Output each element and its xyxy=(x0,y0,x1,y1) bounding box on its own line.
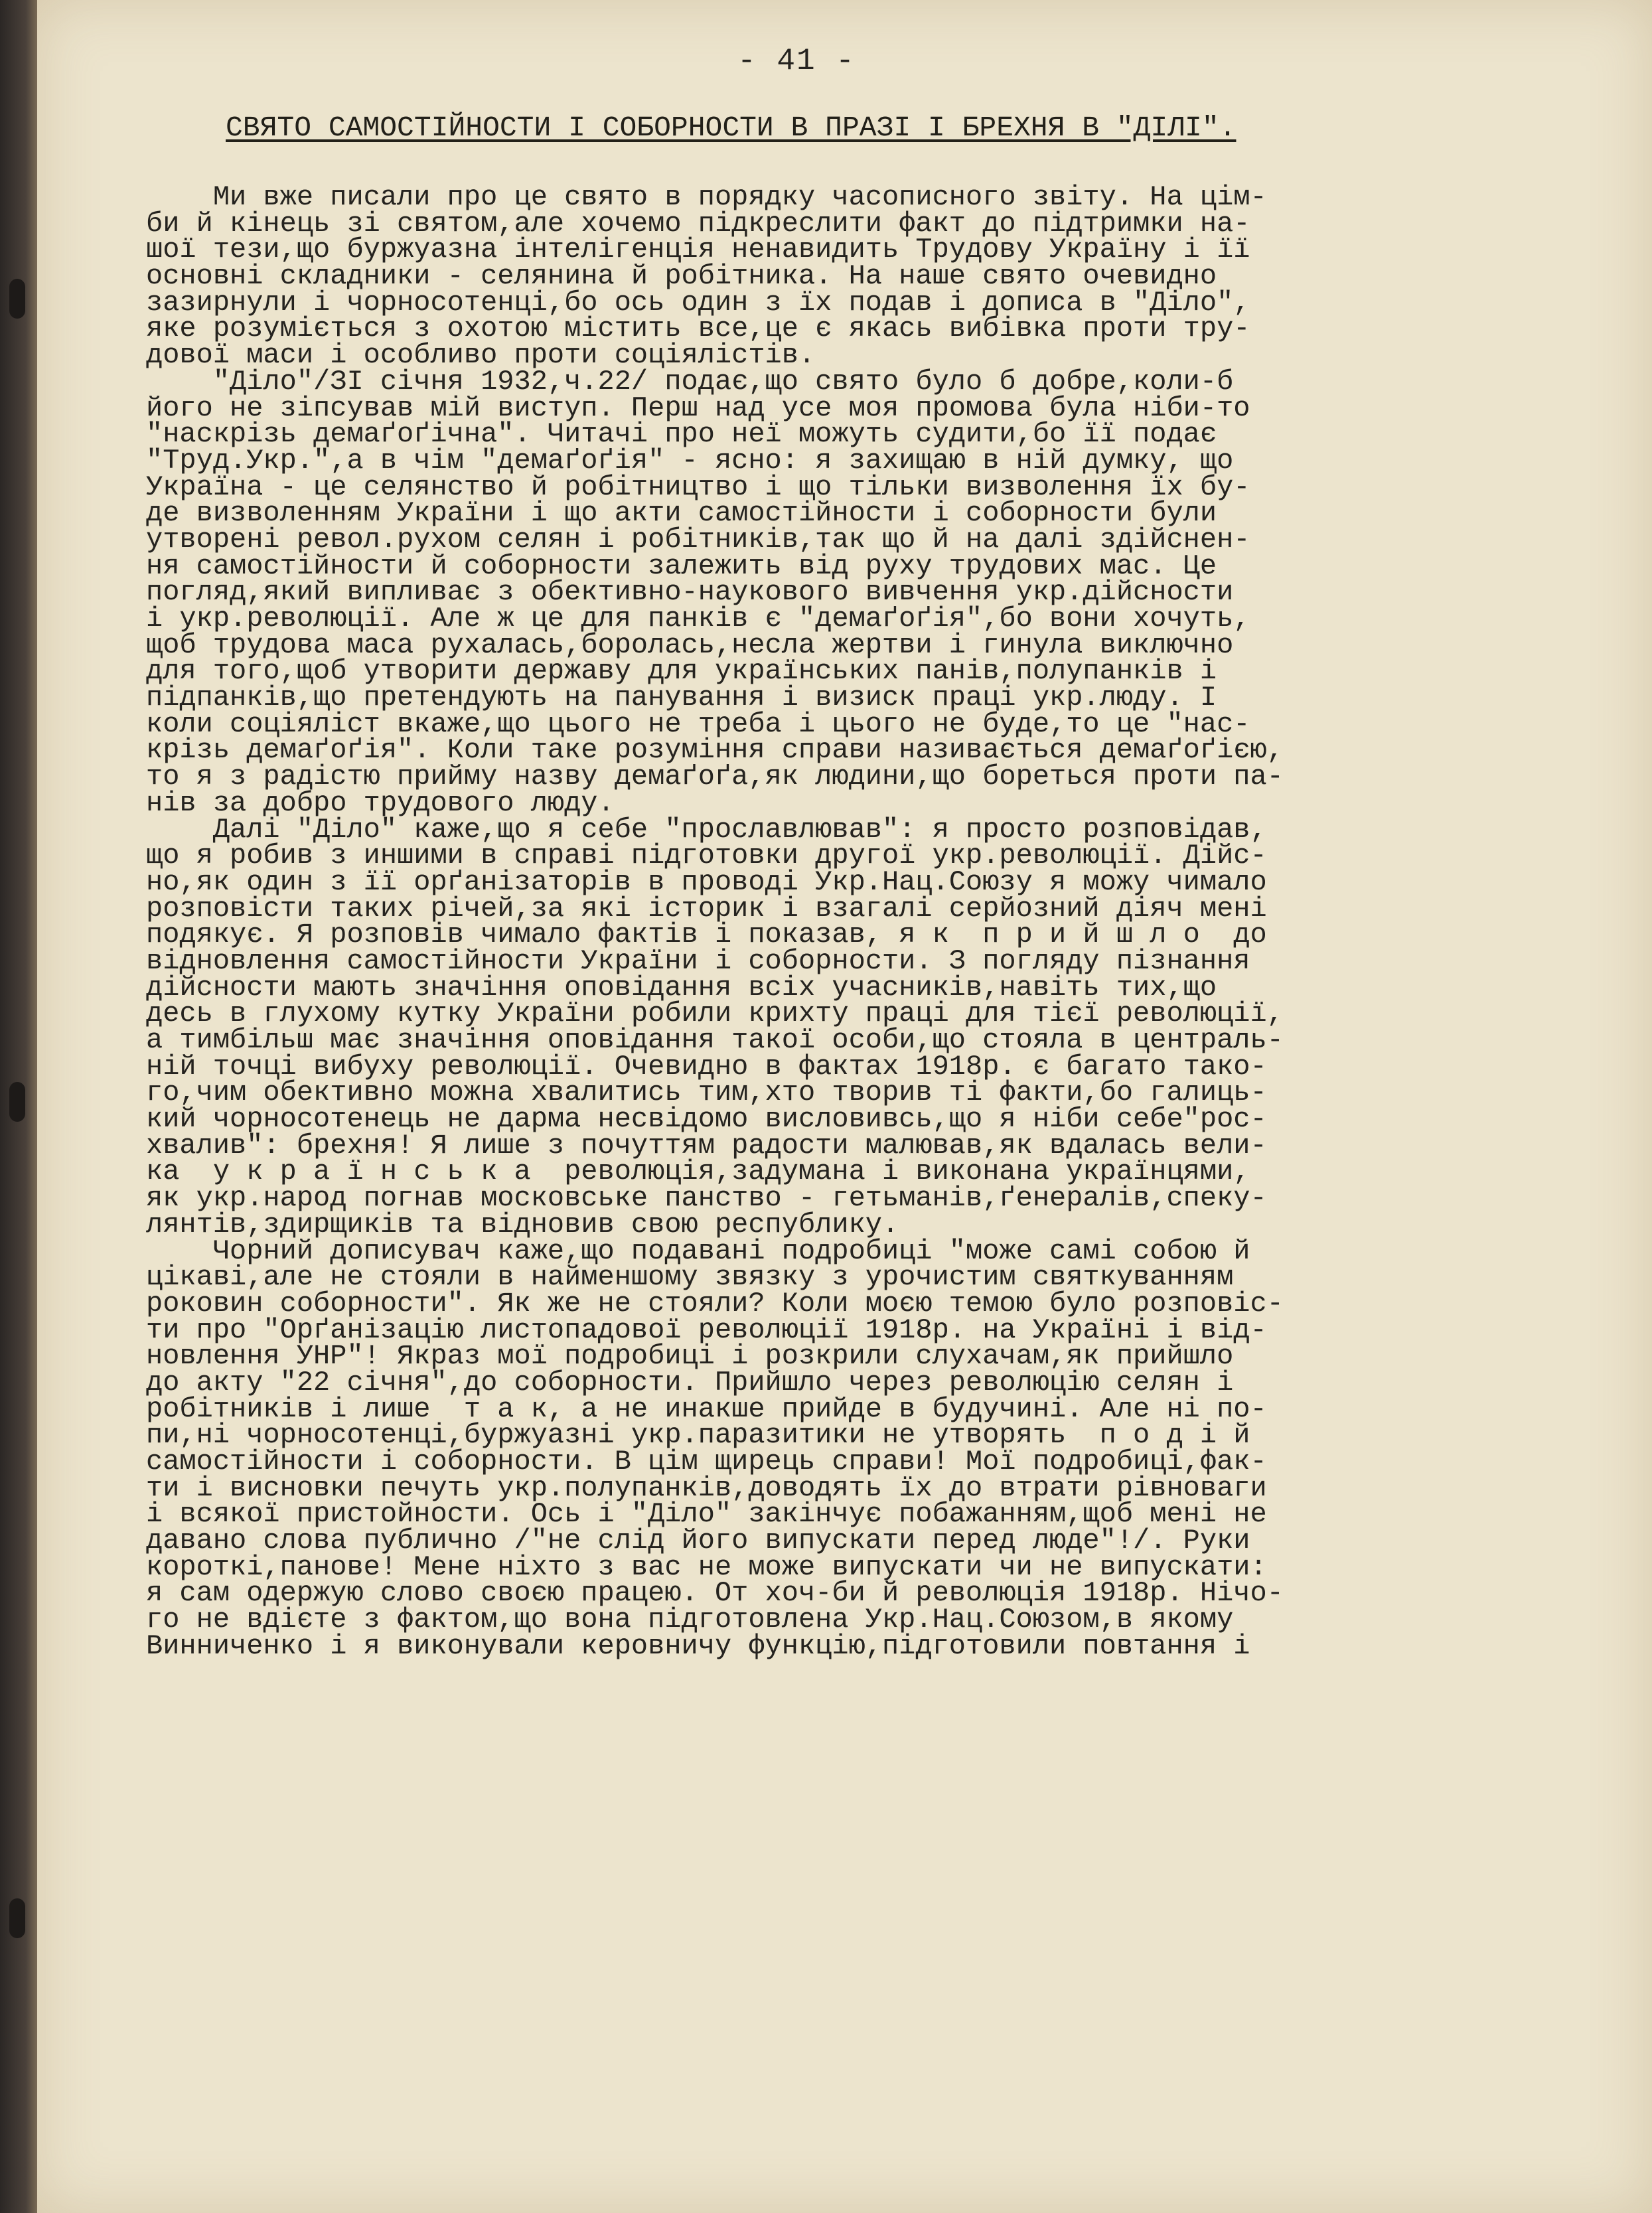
text-line: ній точці вибуху революції. Очевидно в фактах 1918р. є багато тако- xyxy=(146,1050,1267,1083)
text-line: Чорний дописувач каже,що подавані подробиці "може самі собою й xyxy=(146,1235,1250,1267)
binding-edge xyxy=(0,0,37,2213)
text-line: "наскрізь демаґоґічна". Читачі про неї можуть судити,бо її подає xyxy=(146,418,1217,451)
text-line: де визволенням України і що акти самостійности і соборности були xyxy=(146,497,1217,530)
text-line: щоб трудова маса рухалась,боролась,несла жертви і гинула виключно xyxy=(146,629,1234,661)
text-line: самостійности і соборности. В цім щирець справи! Мої подробиці,фак- xyxy=(146,1446,1267,1478)
punch-hole xyxy=(9,1082,25,1122)
text-line: я сам одержую слово своєю працею. От хоч-би й революція 1918р. Нічо- xyxy=(146,1577,1284,1610)
text-line: подякує. Я розповів чимало фактів і показав, я к п р и й ш л о до xyxy=(146,919,1267,951)
text-line: но,як один з її орґанізаторів в проводі Укр.Нац.Союзу я можу чимало xyxy=(146,866,1267,898)
text-line: давано слова публично /"не слід його випускати перед люде"!/. Руки xyxy=(146,1525,1250,1557)
text-line: дійсности мають значіння оповідання всіх учасників,навіть тих,що xyxy=(146,971,1217,1004)
text-line: десь в глухому кутку України робили крихту праці для тієї революції, xyxy=(146,998,1284,1030)
article-body xyxy=(146,181,1527,1662)
text-line: утворені револ.рухом селян і робітників,так що й на далі здійснен- xyxy=(146,523,1250,556)
text-line: Далі "Діло" каже,що я себе "прославлював": я просто розповідав, xyxy=(146,813,1267,846)
text-line: Ми вже писали про це свято в порядку часописного звіту. На цім- xyxy=(146,181,1267,213)
text-line: го,чим обективно можна хвалитись тим,хто творив ті факти,бо галиць- xyxy=(146,1077,1267,1109)
text-line: розповісти таких річей,за які історик і взагалі серйозний діяч мені xyxy=(146,892,1267,925)
text-line: "Діло"/ЗІ січня 1932,ч.22/ подає,що свято було б добре,коли-б xyxy=(146,365,1234,398)
text-line: новлення УНР"! Якраз мої подробиці і розкрили слухачам,як прийшло xyxy=(146,1340,1234,1373)
text-line: дової маси і особливо проти соціялістів. xyxy=(146,339,816,372)
text-line: Винниченко і я виконували керовничу функцію,підготовили повтання і xyxy=(146,1630,1250,1662)
text-line: Україна - це селянство й робітництво і що тільки визволення їх бу- xyxy=(146,471,1250,503)
text-line: би й кінець зі святом,але хочемо підкреслити факт до підтримки на- xyxy=(146,207,1250,240)
page-number: - 41 - xyxy=(737,44,856,78)
text-line: і всякої пристойности. Ось і "Діло" закінчує побажанням,щоб мені не xyxy=(146,1498,1267,1531)
text-line: нів за добро трудового люду. xyxy=(146,787,615,819)
text-line: го не вдієте з фактом,що вона підготовлена Укр.Нац.Союзом,в якому xyxy=(146,1604,1234,1636)
text-line: як укр.народ погнав московське панство - гетьманів,ґенералів,спеку- xyxy=(146,1182,1267,1215)
text-line: пи,ні чорносотенці,буржуазні укр.паразитики не утворять п о д і й xyxy=(146,1419,1250,1452)
punch-hole xyxy=(9,279,25,319)
text-line: відновлення самостійности України і соборности. З погляду пізнання xyxy=(146,945,1250,977)
text-line: що я робив з иншими в справі підготовки другої укр.революції. Дійс- xyxy=(146,840,1267,872)
text-line: зазирнули і чорносотенці,бо ось один з їх подав і дописа в "Діло", xyxy=(146,286,1250,319)
text-line: до акту "22 січня",до соборности. Прийшло через революцію селян і xyxy=(146,1366,1234,1399)
text-line: ня самостійности й соборности залежить від руху трудових мас. Це xyxy=(146,550,1217,582)
text-line: крізь демаґоґія". Коли таке розуміння справи називається демаґоґією, xyxy=(146,734,1284,767)
text-line: цікаві,але не стояли в найменшому звязку з урочистим святкуванням xyxy=(146,1261,1234,1294)
punch-hole xyxy=(9,1898,25,1938)
text-line: його не зіпсував мій виступ. Перш над усе моя промова була ніби-то xyxy=(146,392,1250,424)
text-line: ка у к р а ї н с ь к а революція,задумана і виконана українцями, xyxy=(146,1156,1250,1188)
text-line: погляд,який випливає з обективно-наукового вивчення укр.дійсности xyxy=(146,576,1234,609)
text-line: шої тези,що буржуазна інтелігенція ненавидить Трудову Україну і її xyxy=(146,234,1250,266)
text-line: ти про "Орґанізацію листопадової революції 1918р. на Україні і від- xyxy=(146,1314,1267,1346)
article-title: СВЯТО САМОСТІЙНОСТИ І СОБОРНОСТИ В ПРАЗІ І БРЕХНЯ В "ДІЛІ". xyxy=(226,112,1237,144)
text-line: роковин соборности". Як же не стояли? Коли моєю темою було розповіс- xyxy=(146,1287,1284,1320)
text-line: основні складники - селянина й робітника. На наше свято очевидно xyxy=(146,260,1217,293)
text-line: лянтів,здирщиків та відновив свою республику. xyxy=(146,1208,899,1241)
text-line: робітників і лише т а к, а не инакше прийде в будучині. Але ні по- xyxy=(146,1393,1267,1425)
text-line: підпанків,що претендують на панування і визиск праці укр.люду. І xyxy=(146,682,1217,714)
text-line: і укр.революції. Але ж це для панків є "демаґоґія",бо вони хочуть, xyxy=(146,603,1250,635)
text-line: для того,щоб утворити державу для українських панів,полупанків і xyxy=(146,655,1217,688)
text-line: кий чорносотенець не дарма несвідомо висловивсь,що я ніби себе"рос- xyxy=(146,1103,1267,1136)
text-line: коли соціяліст вкаже,що цього не треба і цього не буде,то це "нас- xyxy=(146,708,1250,740)
text-line: яке розуміється з охотою містить все,це є якась вибівка проти тру- xyxy=(146,313,1250,345)
text-line: "Труд.Укр.",а в чім "демаґоґія" - ясно: я захищаю в ній думку, що xyxy=(146,444,1234,477)
text-line: ти і висновки печуть укр.полупанків,доводять їх до втрати рівноваги xyxy=(146,1472,1267,1504)
text-line: а тимбільш має значіння оповідання такої особи,що стояла в централь- xyxy=(146,1024,1284,1056)
text-line: хвалив": брехня! Я лише з почуттям радости малював,як вдалась вели- xyxy=(146,1129,1267,1162)
text-line: короткі,панове! Мене ніхто з вас не може випускати чи не випускати: xyxy=(146,1551,1267,1583)
text-line: то я з радістю прийму назву демаґоґа,як людини,що бореться проти па- xyxy=(146,761,1284,793)
